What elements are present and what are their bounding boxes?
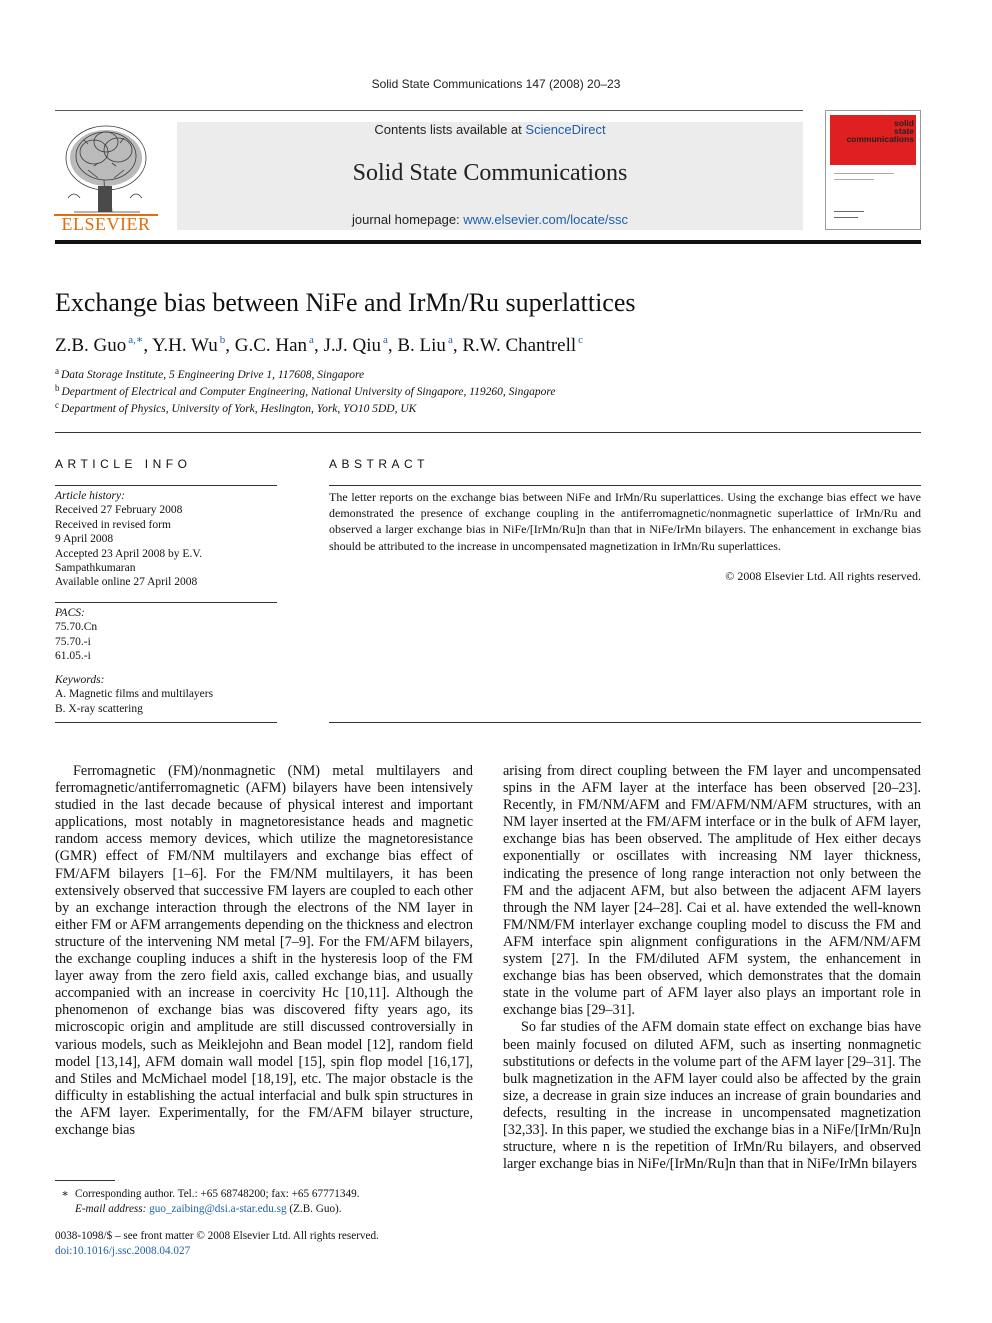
- abstract-divider: [329, 722, 921, 723]
- author-affiliation-mark[interactable]: a: [309, 334, 314, 346]
- author-affiliation-mark[interactable]: a: [382, 334, 388, 346]
- corresponding-text: Corresponding author. Tel.: +65 68748200; fax: +65 67771349.: [75, 1188, 360, 1200]
- cover-title-line-3: communications: [846, 134, 914, 144]
- affiliation: [55, 383, 556, 398]
- affiliation-text: Department of Physics, University of York, Heslington, York, YO10 5DD, UK: [61, 403, 417, 415]
- cover-title-line-1: solid: [894, 118, 914, 128]
- journal-cover-thumbnail[interactable]: [825, 110, 921, 230]
- article-title: Exchange bias between NiFe and IrMn/Ru superlattices: [55, 288, 636, 317]
- footnote-star: ∗: [61, 1188, 69, 1200]
- affiliation-text: Department of Electrical and Computer Engineering, National University of Singapore, 119260, Singapore: [61, 386, 556, 398]
- footnote-rule: [55, 1180, 115, 1181]
- pacs-label: PACS:: [55, 607, 85, 619]
- affiliation: [55, 366, 364, 381]
- history-line: Available online 27 April 2008: [55, 576, 198, 589]
- journal-homepage: [177, 212, 803, 227]
- pacs-code: 61.05.-i: [55, 650, 91, 663]
- body-left-column: [55, 763, 473, 1139]
- homepage-prefix: journal homepage:: [351, 212, 464, 227]
- abstract-divider: [329, 485, 921, 486]
- cover-text-line: [834, 211, 864, 212]
- author: J.J. Qiu: [323, 335, 381, 356]
- header-divider: [55, 110, 803, 111]
- info-divider: [55, 722, 277, 723]
- body-right-column: [503, 763, 921, 1173]
- keywords-label: Keywords:: [55, 674, 105, 686]
- author: G.C. Han: [234, 335, 308, 356]
- issn-line: 0038-1098/$ – see front matter © 2008 Elsevier Ltd. All rights reserved.: [55, 1230, 379, 1242]
- elsevier-logo[interactable]: [54, 120, 158, 232]
- keywords: [55, 673, 277, 716]
- body-paragraph: arising from direct coupling between the FM layer and uncompensated spins in the AFM layer at the interface has been observed [20–23]. Recently, in FM/NM/AFM and FM/AFM/NM/AFM structures, with an NM layer inserted at the FM/AFM interface or in the bulk of AFM layer, exchange bias has been observed. The amplitude of Hex either decays exponentially or oscillates with increasing NM layer thickness, indicating the presence of long range interaction not only between the FM and the adjacent AFM, but also between the adjacent AFM layers through the NM layer [24–28]. Cai et al. have extended the well-known FM/NM/FM interlayer exchange coupling model to discuss the FM and AFM interface spin alignment configurations in the AFM/NM/AFM system [27]. In the FM/diluted AFM system, the enhancement in exchange bias has been observed, which demonstrates that the domain state in the volume part of AFM layer also plays an important role in exchange bias [29–31].: [503, 763, 921, 1019]
- cover-text-line: [834, 173, 894, 174]
- abstract-text: The letter reports on the exchange bias between NiFe and IrMn/Ru superlattices. Using the exchange bias effect we have demonstrated the presence of exchange coupling in the antiferromagnetic/nonmagnetic superlattice of IrMn/Ru and observed a larger exchange bias in NiFe/[IrMn/Ru]n than that in NiFe/IrMn bilayers. The enhancement in exchange bias should be attributed to the increase in uncompensated magnetization in IrMn/Ru superlattices.: [329, 490, 921, 553]
- affiliation: [55, 400, 416, 415]
- cover-title-line-2: state: [894, 126, 914, 136]
- author-list: Z.B. Guo $^{a,∗}$, Y.H. Wu $^b$, G.C. Han $^a$, J.J. Qiu $^a$, B. Liu $^a$, R.W. Chantrell $^c$: [55, 334, 584, 356]
- contents-availability: [177, 122, 803, 137]
- author-affiliation-mark[interactable]: c: [578, 334, 584, 346]
- author: Z.B. Guo: [55, 335, 127, 356]
- doi-line: [55, 1244, 190, 1259]
- abstract-heading: ABSTRACT: [329, 457, 430, 471]
- author-affiliation-mark[interactable]: a,∗: [128, 334, 144, 346]
- journal-title: Solid State Communications: [352, 160, 628, 186]
- email-note: [55, 1202, 342, 1217]
- pacs-code: 75.70.Cn: [55, 621, 98, 634]
- section-divider: [55, 432, 921, 433]
- history-line: 9 April 2008: [55, 533, 114, 546]
- author: Y.H. Wu: [152, 335, 218, 356]
- cover-text-line: [834, 217, 858, 218]
- header-thick-rule: [55, 240, 921, 244]
- article-history: [55, 489, 277, 590]
- pacs-code: 75.70.-i: [55, 635, 91, 648]
- affiliation-mark: c: [55, 400, 59, 410]
- doi-link[interactable]: doi:10.1016/j.ssc.2008.04.027: [55, 1245, 191, 1257]
- affiliation-text: Data Storage Institute, 5 Engineering Drive 1, 117608, Singapore: [61, 369, 365, 381]
- journal-citation: Solid State Communications 147 (2008) 20–23: [371, 77, 621, 91]
- cover-text-line: [834, 179, 874, 180]
- article-info-heading: ARTICLE INFO: [55, 457, 192, 471]
- body-paragraph: So far studies of the AFM domain state effect on exchange bias have been mainly focused on diluted AFM, such as inserting nonmagnetic substitutions or defects in the volume part of the AFM layer [29–31]. The bulk magnetization in the AFM layer could also be affected by the grain size, a decrease in grain size induces an increase of grain boundaries and defects, resulting in the increase in uncompensated magnetization [32,33]. In this paper, we studied the exchange bias in a NiFe/[IrMn/Ru]n structure, where n is the repetition of IrMn/Ru bilayers, and observed larger exchange bias in NiFe/[IrMn/Ru]n than that in NiFe/IrMn bilayers: [503, 1019, 921, 1173]
- abstract-copyright: © 2008 Elsevier Ltd. All rights reserved.: [725, 569, 921, 583]
- cover-title: [846, 119, 914, 143]
- pacs-codes: [55, 606, 277, 664]
- email-label: E-mail address:: [75, 1203, 147, 1215]
- body-paragraph: Ferromagnetic (FM)/nonmagnetic (NM) metal multilayers and ferromagnetic/antiferromagnetic (AFM) bilayers have been intensively studied in the last decade because of physical interest and important applications, most notably in magnetoresistance heads and magnetic random access memory devices, which utilize the magnetoresistance (GMR) effect of FM/NM multilayers and exchange bias effect of FM/AFM bilayers [1–6]. For the FM/NM multilayers, it has been extensively observed that successive FM layers are coupled to each other by an exchange interaction through the electrons of the NM layer in either FM or AFM arrangements depending on the thickness and electron structure of the intervening NM metal [7–9]. For the FM/AFM bilayers, the exchange coupling induces a shift in the hysteresis loop of the FM layer away from the zero field axis, called exchange bias, and usually accompanied with an increase in coercivity Hc [10,11]. Although the phenomenon of exchange bias was discovered fifty years ago, its microscopic origin and amplitude are still discussed controversially in various models, such as Meiklejohn and Bean model [12], random field model [13,14], AFM domain wall model [15], spin flop model [16,17], and Stiles and McMichael model [18,19], etc. The major obstacle is the difficulty in establishing the actual interfacial and bulk spin structures in the AFM layer. Experimentally, for the FM/AFM bilayer structure, exchange bias: [55, 763, 473, 1138]
- author: B. Liu: [397, 335, 446, 356]
- history-line: Accepted 23 April 2008 by E.V.: [55, 547, 203, 560]
- homepage-link[interactable]: www.elsevier.com/locate/ssc: [463, 212, 629, 227]
- email-suffix: (Z.B. Guo).: [289, 1203, 342, 1215]
- corresponding-author-note: [55, 1187, 359, 1202]
- author-affiliation-mark[interactable]: b: [219, 334, 226, 346]
- author: R.W. Chantrell: [462, 335, 577, 356]
- keyword: A. Magnetic films and multilayers: [55, 688, 214, 701]
- info-divider: [55, 602, 277, 603]
- author-affiliation-mark[interactable]: a: [447, 334, 453, 346]
- sciencedirect-link[interactable]: ScienceDirect: [525, 122, 606, 137]
- affiliation-mark: b: [55, 383, 60, 393]
- email-link[interactable]: guo_zaibing@dsi.a-star.edu.sg: [149, 1203, 287, 1215]
- affiliation-mark: a: [55, 366, 59, 376]
- history-label: Article history:: [55, 490, 125, 502]
- contents-prefix: Contents lists available at: [374, 122, 526, 137]
- info-divider: [55, 485, 277, 486]
- history-line: Received in revised form: [55, 518, 171, 531]
- history-line: Received 27 February 2008: [55, 504, 183, 517]
- history-line: Sampathkumaran: [55, 562, 136, 575]
- publisher-wordmark: ELSEVIER: [61, 214, 151, 234]
- keyword: B. X-ray scattering: [55, 702, 143, 715]
